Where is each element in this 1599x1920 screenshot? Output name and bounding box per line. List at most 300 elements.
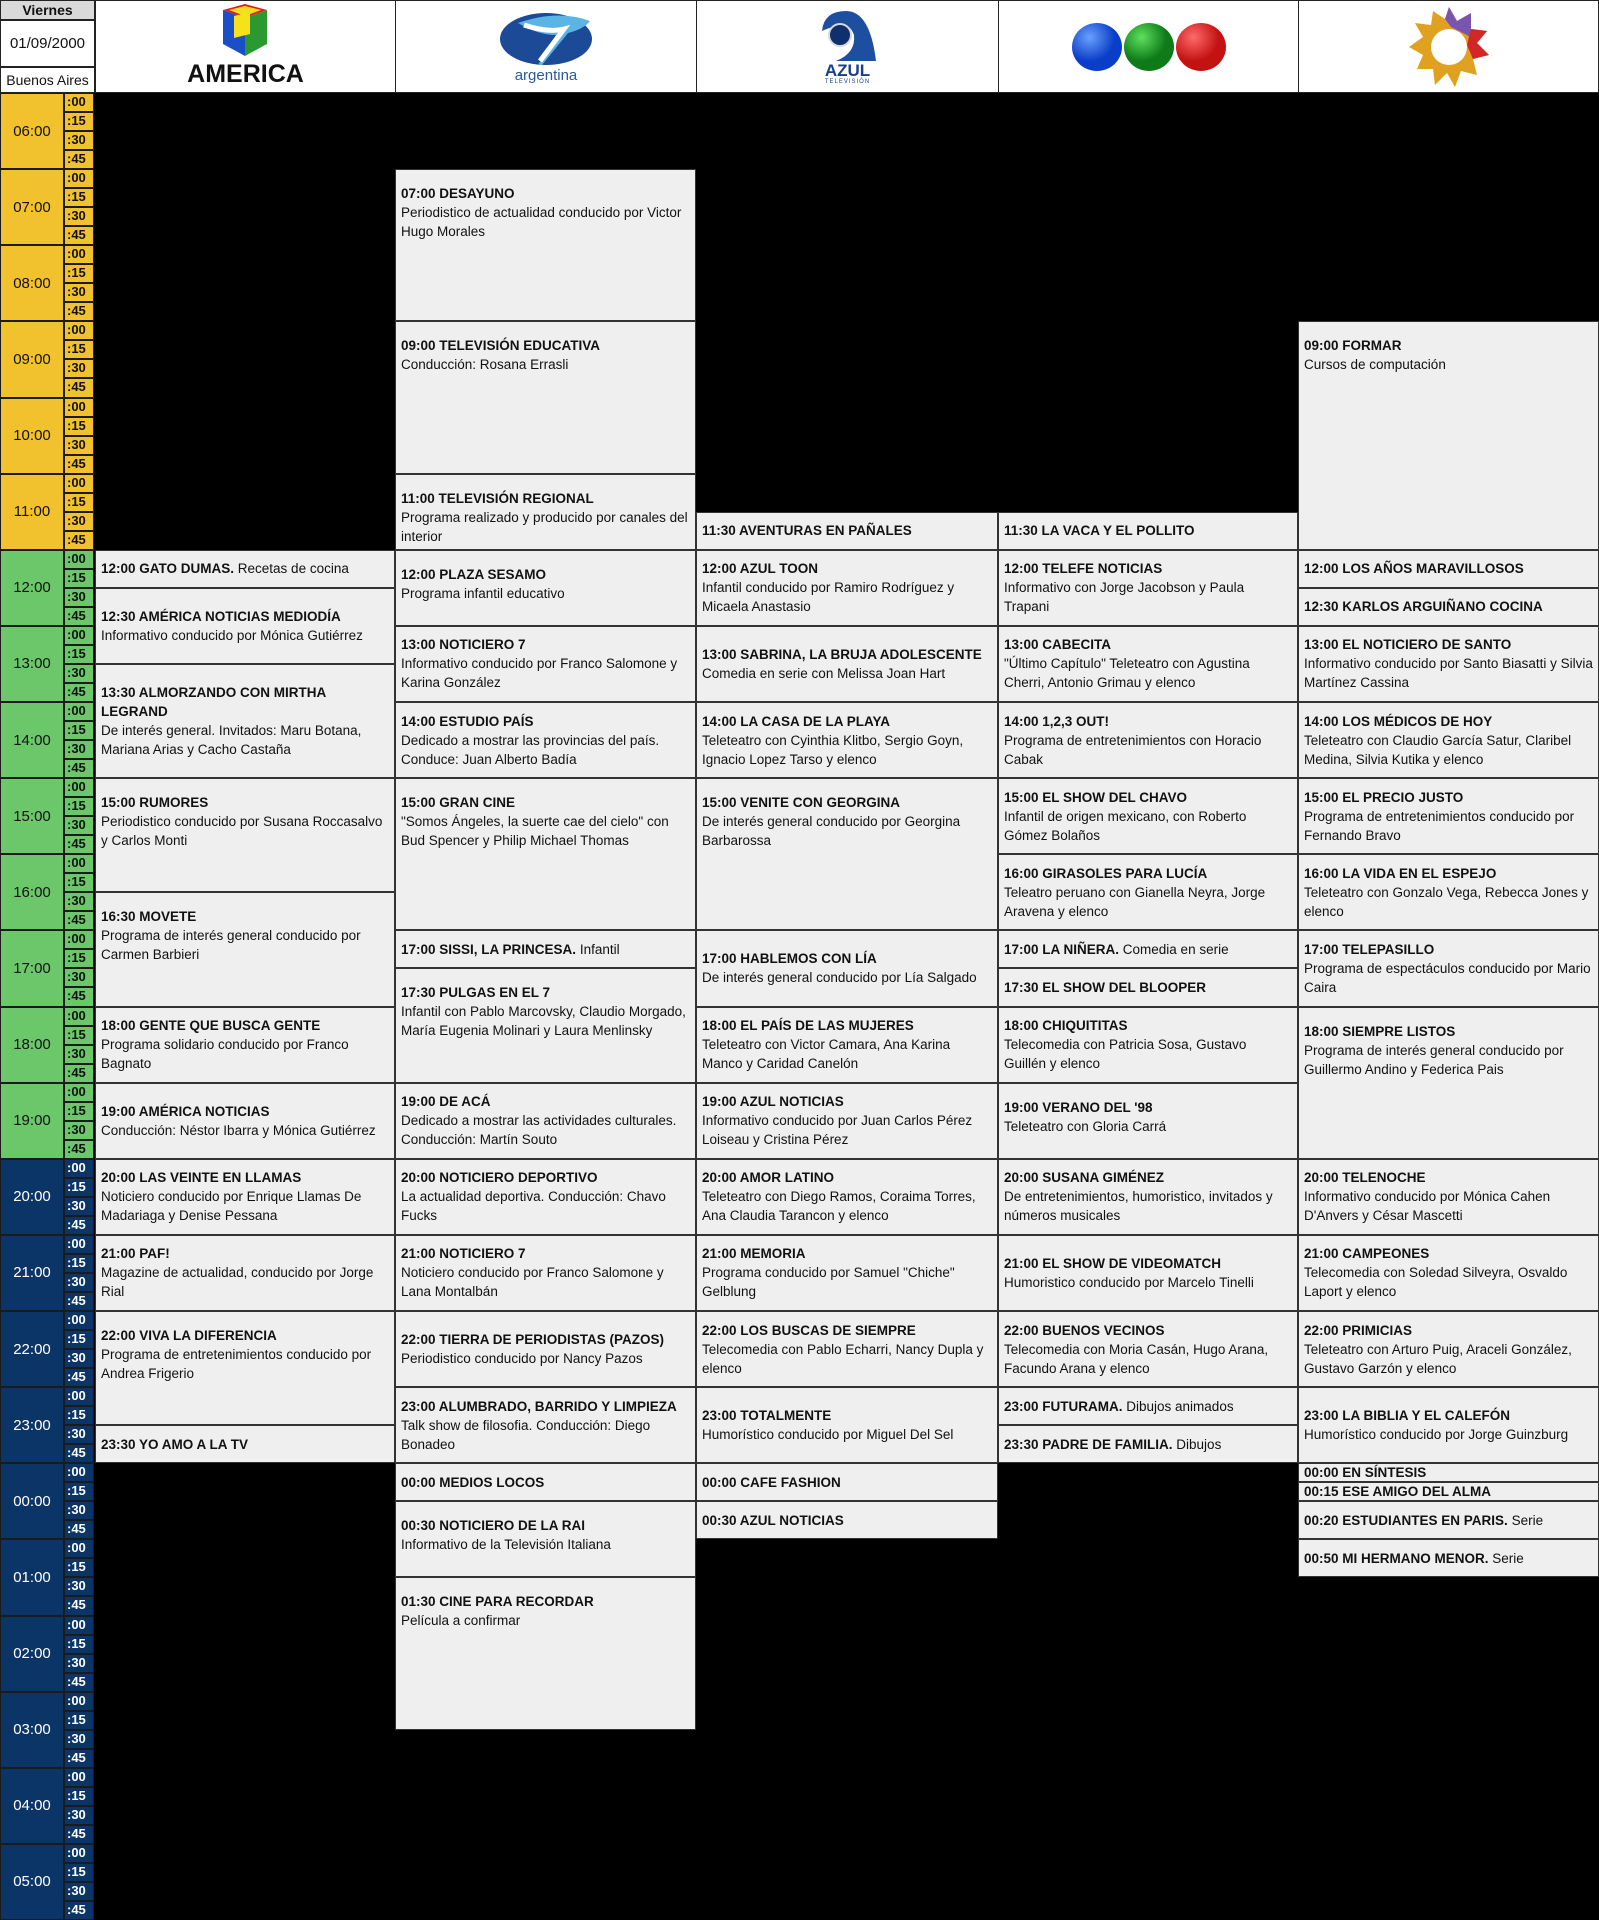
program-title [401, 940, 690, 959]
program-description: Telecomedia con Patricia Sosa, Gustavo Guillén y elenco [1004, 1037, 1247, 1072]
program-block[interactable] [95, 1235, 395, 1311]
program-block[interactable] [1298, 1463, 1599, 1482]
program-title [101, 1244, 389, 1263]
hour-label: 12:00 [0, 550, 64, 626]
program-block[interactable] [1298, 930, 1599, 1006]
program-title [702, 1406, 992, 1425]
program-description: Teleatro peruano con Gianella Neyra, Jorge Aravena y elenco [1004, 884, 1266, 919]
quarter-label: :30 [64, 1654, 94, 1673]
program-description: Teleteatro con Claudio García Satur, Claribel Medina, Silvia Kutika y elenco [1304, 732, 1572, 767]
program-title-text: 16:00 LA VIDA EN EL ESPEJO [1304, 865, 1497, 881]
program-title [1004, 1397, 1292, 1416]
program-block[interactable] [998, 550, 1298, 626]
program-block[interactable] [696, 1463, 998, 1501]
program-title-text: 00:00 MEDIOS LOCOS [401, 1474, 545, 1490]
azul-logo [816, 9, 880, 85]
hour-label: 15:00 [0, 778, 64, 854]
program-block[interactable] [95, 1007, 395, 1083]
program-block[interactable] [1298, 1387, 1599, 1463]
program-title [401, 1330, 690, 1349]
program-block[interactable] [696, 930, 998, 1006]
program-title [1004, 635, 1292, 654]
program-block[interactable] [1298, 1235, 1599, 1311]
program-title-text: 20:00 SUSANA GIMÉNEZ [1004, 1170, 1165, 1186]
program-description: Infantil conducido por Ramiro Rodríguez y Micaela Anastasio [702, 580, 955, 615]
program-title-text: 17:30 PULGAS EN EL 7 [401, 985, 551, 1001]
quarter-label: :15 [64, 1178, 94, 1197]
quarter-label: :15 [64, 1102, 94, 1121]
program-title [401, 1244, 690, 1263]
program-title-text: 16:00 GIRASOLES PARA LUCÍA [1004, 865, 1208, 881]
program-block[interactable] [1298, 1007, 1599, 1159]
program-block[interactable] [1298, 550, 1599, 588]
program-title-text: 14:00 LA CASA DE LA PLAYA [702, 713, 891, 729]
program-description: Conducción: Rosana Errasli [401, 357, 569, 373]
program-title [1004, 940, 1292, 959]
quarter-label: :45 [64, 1216, 94, 1235]
city-label: Buenos Aires [0, 67, 95, 93]
program-title-text: 00:00 CAFE FASHION [702, 1474, 841, 1490]
program-description: De interés general conducido por Georgina Barbarossa [702, 814, 961, 849]
program-block[interactable] [95, 1311, 395, 1425]
quarter-label: :15 [64, 1026, 94, 1045]
program-block[interactable] [395, 1311, 696, 1387]
program-title-text: 19:00 AZUL NOTICIAS [702, 1094, 844, 1110]
quarter-label: :00 [64, 1235, 94, 1254]
channel-header-canal7[interactable] [395, 0, 697, 93]
hour-label: 09:00 [0, 321, 64, 397]
program-title [1304, 1168, 1593, 1187]
program-title [401, 712, 690, 731]
program-block[interactable] [395, 169, 696, 321]
program-description: Humorístico conducido por Jorge Guinzburg [1304, 1427, 1569, 1443]
quarter-label: :45 [64, 1292, 94, 1311]
program-title-text: 17:00 TELEPASILLO [1304, 941, 1435, 957]
quarter-label: :45 [64, 683, 94, 702]
quarter-label: :30 [64, 283, 94, 302]
program-title-text: 22:00 LOS BUSCAS DE SIEMPRE [702, 1322, 916, 1338]
program-title-text: 17:00 LA NIÑERA. [1004, 941, 1120, 957]
program-block[interactable] [998, 1425, 1298, 1463]
program-title [1304, 940, 1593, 959]
quarter-label: :15 [64, 112, 94, 131]
quarter-label: :00 [64, 1083, 94, 1102]
program-block[interactable] [395, 930, 696, 968]
program-block[interactable] [1298, 1159, 1599, 1235]
quarter-label: :30 [64, 436, 94, 455]
program-title [1004, 559, 1292, 578]
program-description: Informativo conducido por Juan Carlos Pérez Loiseau y Cristina Pérez [702, 1113, 973, 1148]
program-description: Programa solidario conducido por Franco Bagnato [101, 1037, 349, 1072]
program-description: Infantil de origen mexicano, con Roberto Gómez Bolaños [1004, 808, 1247, 843]
quarter-label: :15 [64, 873, 94, 892]
program-block[interactable] [95, 1159, 395, 1235]
program-description: Teleteatro con Cyinthia Klitbo, Sergio Goyn, Ignacio Lopez Tarso y elenco [702, 732, 964, 767]
program-block[interactable] [998, 626, 1298, 702]
program-title-text: 21:00 PAF! [101, 1246, 170, 1262]
day-label: Viernes [0, 0, 95, 20]
program-description: Teleteatro con Diego Ramos, Coraima Torres, Ana Claudia Tarancon y elenco [702, 1189, 976, 1224]
program-title-text: 11:30 AVENTURAS EN PAÑALES [702, 523, 912, 539]
america-logo-text: AMERICA [187, 60, 304, 88]
program-title-text: 15:00 RUMORES [101, 795, 209, 811]
program-block[interactable] [95, 664, 395, 778]
program-title [101, 1168, 389, 1187]
quarter-label: :00 [64, 1768, 94, 1787]
quarter-label: :45 [64, 1064, 94, 1083]
program-title-text: 07:00 DESAYUNO [401, 186, 515, 202]
program-block[interactable] [998, 968, 1298, 1006]
program-title [702, 793, 992, 812]
quarter-label: :00 [64, 702, 94, 721]
program-title-text: 00:15 ESE AMIGO DEL ALMA [1304, 1484, 1492, 1500]
program-title-text: 00:30 NOTICIERO DE LA RAI [401, 1518, 586, 1534]
program-block[interactable] [998, 1235, 1298, 1311]
quarter-label: :45 [64, 1596, 94, 1615]
program-block[interactable] [395, 1501, 696, 1577]
program-title-text: 12:00 LOS AÑOS MARAVILLOSOS [1304, 561, 1524, 577]
program-title-text: 21:00 NOTICIERO 7 [401, 1246, 526, 1262]
quarter-label: :45 [64, 1901, 94, 1920]
program-description: Teleteatro con Gonzalo Vega, Rebecca Jones y elenco [1304, 884, 1589, 919]
program-title-text: 16:30 MOVETE [101, 909, 197, 925]
program-block[interactable] [696, 1159, 998, 1235]
program-description: Teleteatro con Gloria Carrá [1004, 1118, 1167, 1134]
quarter-label: :15 [64, 721, 94, 740]
program-title-text: 09:00 FORMAR [1304, 338, 1402, 354]
quarter-label: :30 [64, 816, 94, 835]
program-title [101, 1016, 389, 1035]
program-title [1004, 521, 1292, 540]
program-title-text: 22:00 VIVA LA DIFERENCIA [101, 1328, 277, 1343]
quarter-label: :00 [64, 245, 94, 264]
quarter-label: :45 [64, 1673, 94, 1692]
program-title [1304, 336, 1593, 355]
hour-label: 06:00 [0, 93, 64, 169]
program-title [1304, 712, 1593, 731]
channel-header-america[interactable] [95, 0, 396, 93]
program-block[interactable] [998, 1159, 1298, 1235]
quarter-label: :15 [64, 645, 94, 664]
program-title-text: 19:00 DE ACÁ [401, 1094, 491, 1110]
program-block[interactable] [95, 588, 395, 664]
program-description: Teleteatro con Arturo Puig, Araceli González, Gustavo Garzón y elenco [1304, 1341, 1572, 1376]
program-description: De interés general. Invitados: Maru Botana, Mariana Arias y Cacho Castaña [101, 723, 362, 758]
program-title-text: 19:00 VERANO DEL '98 [1004, 1099, 1153, 1115]
program-title-text: 23:00 FUTURAMA. [1004, 1398, 1123, 1414]
program-block[interactable] [998, 1311, 1298, 1387]
program-title [101, 793, 389, 812]
program-title [1304, 1321, 1593, 1340]
program-block[interactable] [1298, 1311, 1599, 1387]
program-block[interactable] [696, 702, 998, 778]
program-description: Telecomedia con Soledad Silveyra, Osvaldo Laport y elenco [1304, 1265, 1568, 1300]
program-block[interactable] [998, 1387, 1298, 1425]
channel-header-canal13[interactable] [1298, 0, 1599, 93]
program-genre: Dibujos animados [1122, 1398, 1234, 1414]
program-block[interactable] [95, 892, 395, 1006]
program-genre: Serie [1507, 1512, 1544, 1528]
program-title [1004, 1098, 1292, 1117]
program-block[interactable] [998, 930, 1298, 968]
program-block[interactable] [696, 1083, 998, 1159]
program-block[interactable] [998, 702, 1298, 778]
program-title-text: 23:00 LA BIBLIA Y EL CALEFÓN [1304, 1408, 1511, 1424]
program-title-text: 12:00 TELEFE NOTICIAS [1004, 561, 1163, 577]
quarter-label: :00 [64, 854, 94, 873]
quarter-label: :00 [64, 1844, 94, 1863]
program-description: Humorístico conducido por Miguel Del Sel [702, 1427, 954, 1443]
program-block[interactable] [395, 626, 696, 702]
program-title [702, 559, 992, 578]
program-title-text: 11:00 TELEVISIÓN REGIONAL [401, 490, 594, 506]
program-title-text: 09:00 TELEVISIÓN EDUCATIVA [401, 338, 601, 354]
channel-header-telefe[interactable] [998, 0, 1299, 93]
program-title-text: 18:00 GENTE QUE BUSCA GENTE [101, 1018, 321, 1034]
quarter-label: :00 [64, 550, 94, 569]
program-description: De entretenimientos, humoristico, invitados y números musicales [1004, 1189, 1273, 1224]
program-block[interactable] [696, 1007, 998, 1083]
quarter-label: :15 [64, 1635, 94, 1654]
hour-label: 19:00 [0, 1083, 64, 1159]
program-title-text: 21:00 CAMPEONES [1304, 1246, 1430, 1262]
america-logo [187, 4, 304, 89]
quarter-label: :00 [64, 1007, 94, 1026]
program-block[interactable] [95, 1425, 395, 1463]
program-block[interactable] [1298, 702, 1599, 778]
program-title-text: 15:00 EL PRECIO JUSTO [1304, 789, 1464, 805]
program-block[interactable] [395, 702, 696, 778]
program-block[interactable] [395, 1083, 696, 1159]
canal-7-icon [498, 9, 594, 67]
quarter-label: :30 [64, 1045, 94, 1064]
program-genre: Comedia en serie [1119, 941, 1229, 957]
program-title-text: 15:00 GRAN CINE [401, 795, 516, 811]
program-block[interactable] [395, 550, 696, 626]
program-title-text: 18:00 SIEMPRE LISTOS [1304, 1023, 1456, 1039]
program-title [401, 565, 690, 584]
program-block[interactable] [1298, 588, 1599, 626]
canal7-logo [498, 9, 594, 84]
program-title-text: 11:30 LA VACA Y EL POLLITO [1004, 523, 1195, 539]
program-description: De interés general conducido por Lía Salgado [702, 970, 977, 986]
program-block[interactable] [395, 1159, 696, 1235]
quarter-label: :30 [64, 1730, 94, 1749]
program-block[interactable] [696, 1387, 998, 1463]
quarter-label: :45 [64, 150, 94, 169]
program-title [702, 1321, 992, 1340]
program-block[interactable] [998, 512, 1298, 550]
quarter-label: :30 [64, 1577, 94, 1596]
program-title [1304, 1511, 1593, 1530]
program-title-text: 23:30 YO AMO A LA TV [101, 1436, 249, 1452]
azul-wave-icon [816, 9, 880, 63]
program-title [401, 1473, 690, 1492]
program-title [401, 635, 690, 654]
quarter-label: :30 [64, 1425, 94, 1444]
azul-logo-text: AZUL [824, 60, 871, 80]
quarter-label: :45 [64, 378, 94, 397]
quarter-label: :45 [64, 1825, 94, 1844]
telefe-three-balls-icon [1071, 21, 1227, 73]
program-description: Noticiero conducido por Enrique Llamas De Madariaga y Denise Pessana [101, 1189, 362, 1224]
program-block[interactable] [1298, 854, 1599, 930]
program-title [1304, 1244, 1593, 1263]
quarter-label: :45 [64, 531, 94, 550]
program-description: Informativo conducido por Mónica Cahen D'Anvers y César Mascetti [1304, 1189, 1551, 1224]
program-block[interactable] [696, 778, 998, 930]
program-block[interactable] [696, 626, 998, 702]
program-description: Programa realizado y producido por canales del interior [401, 509, 688, 544]
date-label: 01/09/2000 [0, 20, 95, 67]
program-title [1304, 1406, 1593, 1425]
program-title [702, 1168, 992, 1187]
quarter-label: :30 [64, 1882, 94, 1901]
program-block[interactable] [998, 1083, 1298, 1159]
program-title-text: 21:00 EL SHOW DE VIDEOMATCH [1004, 1255, 1222, 1271]
program-description: "Somos Ángeles, la suerte cae del cielo" con Bud Spencer y Philip Michael Thomas [401, 814, 669, 849]
program-block[interactable] [395, 321, 696, 473]
quarter-label: :00 [64, 93, 94, 112]
quarter-label: :45 [64, 226, 94, 245]
program-description: Informativo conducido por Mónica Gutiérrez [101, 627, 363, 643]
quarter-label: :45 [64, 759, 94, 778]
program-block[interactable] [1298, 1501, 1599, 1539]
program-title [101, 559, 389, 578]
program-description: Magazine de actualidad, conducido por Jorge Rial [101, 1265, 374, 1300]
program-title-text: 19:00 AMÉRICA NOTICIAS [101, 1103, 270, 1119]
program-block[interactable] [998, 778, 1298, 854]
program-genre: Recetas de cocina [234, 561, 349, 577]
program-title [702, 1244, 992, 1263]
program-block[interactable] [395, 1577, 696, 1729]
program-title-text: 20:00 LAS VEINTE EN LLAMAS [101, 1170, 302, 1186]
program-title-text: 01:30 CINE PARA RECORDAR [401, 1594, 594, 1610]
program-description: Infantil con Pablo Marcovsky, Claudio Morgado, María Eugenia Molinari y Laura Menlinsky [401, 1004, 686, 1039]
azul-logo-subtext: TELEVISIÓN [824, 78, 871, 85]
program-block[interactable] [395, 1463, 696, 1501]
hour-label: 13:00 [0, 626, 64, 702]
hour-label: 00:00 [0, 1463, 64, 1539]
program-description: Programa de entretenimientos con Horacio Cabak [1004, 732, 1262, 767]
program-block[interactable] [998, 1007, 1298, 1083]
program-title [1004, 1168, 1292, 1187]
quarter-label: :45 [64, 1140, 94, 1159]
quarter-label: :30 [64, 359, 94, 378]
quarter-label: :00 [64, 321, 94, 340]
program-block[interactable] [395, 778, 696, 930]
quarter-label: :45 [64, 455, 94, 474]
program-title [401, 336, 690, 355]
program-description: Humoristico conducido por Marcelo Tinelli [1004, 1274, 1254, 1290]
program-description: Informativo conducido por Franco Salomone y Karina González [401, 656, 678, 691]
program-title-text: 13:00 NOTICIERO 7 [401, 637, 526, 653]
program-description: Programa de interés general conducido por Carmen Barbieri [101, 928, 361, 963]
program-title [702, 1016, 992, 1035]
program-block[interactable] [696, 1311, 998, 1387]
program-block[interactable] [395, 1387, 696, 1463]
quarter-label: :15 [64, 340, 94, 359]
program-block[interactable] [696, 1501, 998, 1539]
program-block[interactable] [1298, 321, 1599, 549]
quarter-label: :00 [64, 1387, 94, 1406]
quarter-label: :30 [64, 1806, 94, 1825]
program-block[interactable] [1298, 778, 1599, 854]
program-title-text: 14:00 ESTUDIO PAÍS [401, 713, 534, 729]
program-block[interactable] [1298, 1482, 1599, 1501]
program-title-text: 20:00 AMOR LATINO [702, 1170, 835, 1186]
program-block[interactable] [1298, 1539, 1599, 1577]
program-title-text: 12:00 GATO DUMAS. [101, 561, 235, 577]
program-block[interactable] [95, 1083, 395, 1159]
program-description: Noticiero conducido por Franco Salomone y Lana Montalbán [401, 1265, 664, 1300]
quarter-label: :00 [64, 398, 94, 417]
program-title-text: 14:00 LOS MÉDICOS DE HOY [1304, 713, 1493, 729]
hour-label: 20:00 [0, 1159, 64, 1235]
program-title-text: 23:00 TOTALMENTE [702, 1408, 832, 1424]
program-title-text: 12:30 AMÉRICA NOTICIAS MEDIODÍA [101, 608, 341, 624]
quarter-label: :00 [64, 778, 94, 797]
program-block[interactable] [998, 854, 1298, 930]
channel-header-azul[interactable] [696, 0, 999, 93]
program-title-text: 00:20 ESTUDIANTES EN PARIS. [1304, 1512, 1508, 1528]
program-title-text: 12:30 KARLOS ARGUIÑANO COCINA [1304, 599, 1543, 615]
program-block[interactable] [1298, 626, 1599, 702]
program-title [1004, 1254, 1292, 1273]
program-title-text: 12:00 PLAZA SESAMO [401, 566, 547, 582]
program-description: Informativo con Jorge Jacobson y Paula Trapani [1004, 580, 1245, 615]
quarter-label: :15 [64, 1482, 94, 1501]
program-title [101, 1102, 389, 1121]
program-block[interactable] [95, 550, 395, 588]
program-description: Periodistico de actualidad conducido por Victor Hugo Morales [401, 205, 682, 240]
quarter-label: :15 [64, 264, 94, 283]
quarter-label: :30 [64, 740, 94, 759]
quarter-label: :15 [64, 569, 94, 588]
program-block[interactable] [696, 512, 998, 550]
quarter-label: :30 [64, 131, 94, 150]
program-description: Película a confirmar [401, 1613, 521, 1629]
program-block[interactable] [696, 550, 998, 626]
america-cube-icon [217, 4, 273, 58]
program-description: Comedia en serie con Melissa Joan Hart [702, 665, 946, 681]
quarter-label: :45 [64, 1368, 94, 1387]
quarter-label: :45 [64, 1749, 94, 1768]
quarter-label: :15 [64, 1711, 94, 1730]
program-block[interactable] [696, 1235, 998, 1311]
quarter-label: :30 [64, 968, 94, 987]
program-block[interactable] [395, 968, 696, 1082]
program-description: Telecomedia con Moria Casán, Hugo Arana, Facundo Arana y elenco [1004, 1341, 1269, 1376]
program-block[interactable] [395, 1235, 696, 1311]
program-title [1304, 1482, 1593, 1501]
program-description: Conducción: Néstor Ibarra y Mónica Gutiérrez [101, 1122, 376, 1138]
program-title [101, 683, 389, 721]
program-title [702, 949, 992, 968]
program-title [1304, 635, 1593, 654]
program-block[interactable] [395, 474, 696, 550]
quarter-label: :30 [64, 207, 94, 226]
program-title [401, 1397, 690, 1416]
program-block[interactable] [95, 778, 395, 892]
hour-label: 03:00 [0, 1692, 64, 1768]
quarter-label: :45 [64, 835, 94, 854]
program-title-text: 22:00 PRIMICIAS [1304, 1322, 1413, 1338]
program-title-text: 17:30 EL SHOW DEL BLOOPER [1004, 979, 1207, 995]
quarter-label: :45 [64, 607, 94, 626]
program-description: Talk show de filosofia. Conducción: Diego Bonadeo [401, 1417, 651, 1452]
program-description: Programa de espectáculos conducido por Mario Caira [1304, 960, 1591, 995]
